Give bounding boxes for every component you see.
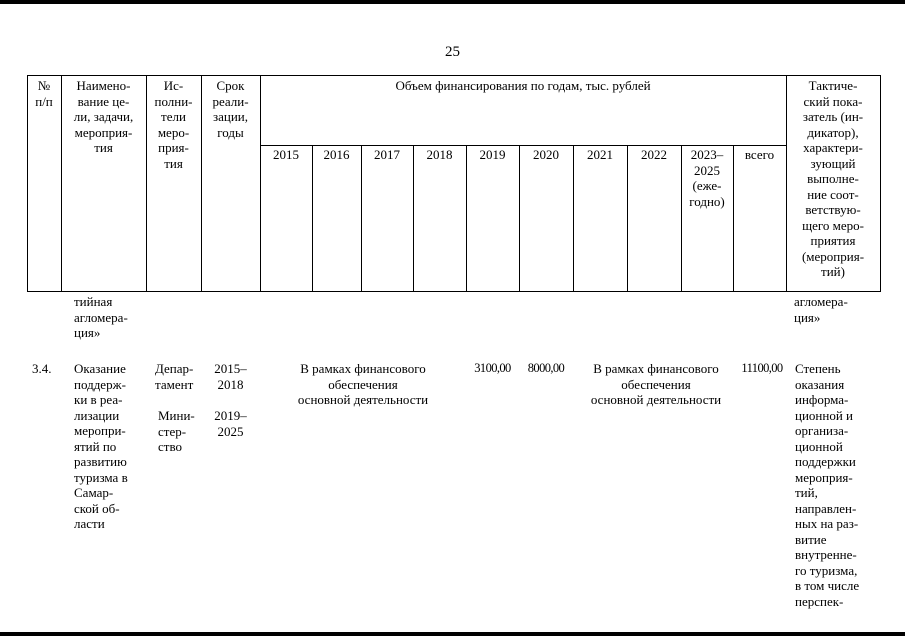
grid-line [466,145,467,292]
top-border [0,0,905,4]
header-bottom-line [27,291,880,292]
year-2021: 2021 [587,147,613,162]
year-2015: 2015 [273,147,299,162]
row-term-2: 2019– 2025 [214,408,247,439]
continuation-name: тийная агломера- ция» [74,294,128,340]
page-number: 25 [445,44,460,60]
table-top-line [27,75,880,76]
header-num: № п/п [35,78,53,109]
header-indicator: Тактиче- ский пока- затель (ин- дикатор), характери- зующий выполне- ние соот- ветствую- щего меро- приятия (мероприя- тий) [801,78,865,279]
row-term-1: 2015– 2018 [214,361,247,392]
grid-line [733,145,734,292]
grid-line [413,145,414,292]
row-indicator: Степень оказания информа- ционной и организа- ционной поддержки мероприя- тий, направлен- ных на раз- витие внутренне- го туризма, в том числе перспек- [795,361,860,609]
row-total: 11100,00 [741,361,783,375]
row-funding-note-2: В рамках финансового обеспечения основной деятельности [590,361,722,407]
grid-line [627,145,628,292]
grid-line [573,145,574,292]
years-top-line [260,145,786,146]
year-2016: 2016 [323,147,350,162]
grid-line [260,75,261,292]
row-number: 3.4. [32,361,52,376]
row-executor-2: Мини- стер- ство [158,408,195,454]
header-funding: Объем финансирования по годам, тыс. рублей [395,78,651,93]
header-executors: Ис- полни- тели меро- прия- тия [154,78,193,171]
grid-line [519,145,520,292]
grid-line [880,75,881,292]
year-2023-2025: 2023– 2025 (еже- годно) [689,147,725,209]
bottom-border [0,632,905,636]
header-name: Наимено- вание це- ли, задачи, мероприя- тия [73,78,134,155]
row-funding-note-1: В рамках финансового обеспечения основной деятельности [297,361,429,407]
year-2017: 2017 [374,147,400,162]
row-name: Оказание поддерж- ки в реа- лизации меропри- ятий по развитию туризма в Самар- ской об- ласти [74,361,128,531]
grid-line [361,145,362,292]
year-2020: 2020 [533,147,559,162]
year-2018: 2018 [426,147,453,162]
continuation-indicator: агломера- ция» [794,294,848,325]
grid-line [312,145,313,292]
row-value-2020: 8000,00 [527,361,565,375]
year-2022: 2022 [641,147,667,162]
year-total: всего [744,147,775,162]
year-2019: 2019 [479,147,506,162]
row-executor-1: Депар- тамент [155,361,194,392]
header-term: Срок реали- зации, годы [212,78,249,140]
row-value-2019: 3100,00 [474,361,511,375]
